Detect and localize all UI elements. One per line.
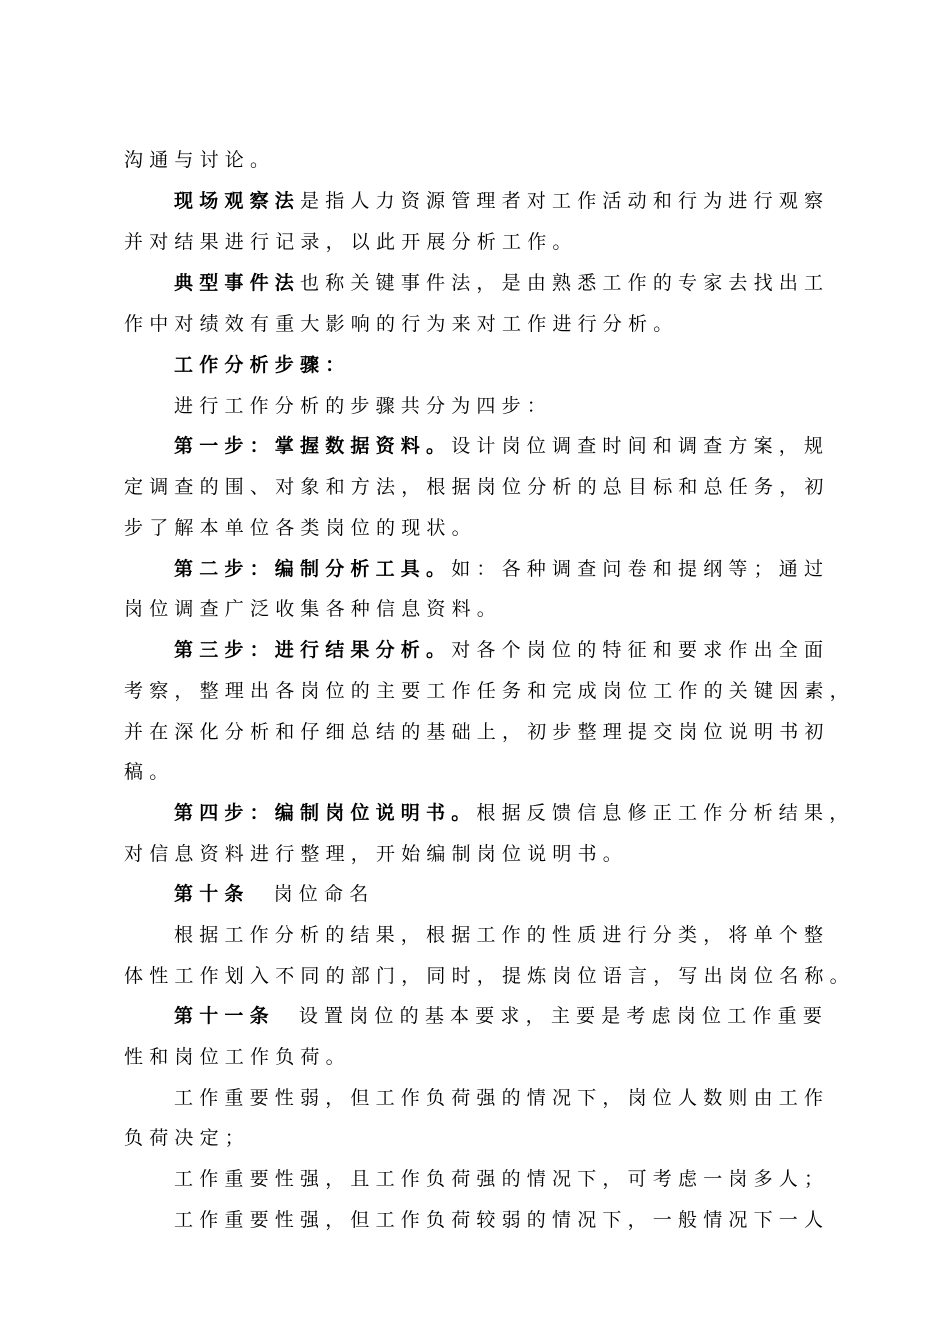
body-text: 岗位命名	[273, 883, 375, 905]
paragraph-line	[124, 597, 844, 621]
paragraph-line	[124, 312, 844, 336]
paragraph-line	[174, 638, 894, 662]
paragraph-line	[174, 271, 894, 295]
paragraph-line	[174, 1086, 894, 1110]
section-heading	[174, 353, 894, 377]
body-text: 并在深化分析和仔细总结的基础上，初步整理提交岗位说明书初	[124, 721, 830, 743]
paragraph-line	[124, 842, 844, 866]
body-text: 是指人力资源管理者对工作活动和行为进行观察	[300, 190, 830, 212]
body-text: 如：各种调查问卷和提纲等；通过	[451, 558, 830, 580]
body-text: 设计岗位调查时间和调查方案，规	[451, 435, 830, 457]
body-text: 岗位调查广泛收集各种信息资料。	[124, 598, 503, 620]
paragraph-line	[124, 679, 855, 703]
body-text: 性和岗位工作负荷。	[124, 1046, 351, 1068]
paragraph-line	[124, 1126, 844, 1150]
body-text: 沟通与讨论。	[124, 149, 276, 171]
body-text: 设置岗位的基本要求，主要是考虑岗位工作重要	[298, 1005, 829, 1027]
paragraph-line	[174, 1208, 894, 1232]
step-title-bold: 第一步：掌握数据资料。	[174, 435, 452, 457]
body-text: 考察，整理出各岗位的主要工作任务和完成岗位工作的关键因素，	[124, 680, 855, 702]
step-title-bold: 第二步：编制分析工具。	[174, 558, 452, 580]
step-title-bold: 第四步：编制岗位说明书。	[174, 802, 477, 824]
body-text: 对信息资料进行整理，开始编制岗位说明书。	[124, 843, 629, 865]
body-text: 负荷决定；	[124, 1127, 251, 1149]
body-text: 定调查的围、对象和方法，根据岗位分析的总目标和总任务，初	[124, 476, 830, 498]
paragraph-line	[174, 801, 894, 825]
heading-bold: 工作分析步骤：	[174, 354, 351, 376]
body-text: 并对结果进行记录，以此开展分析工作。	[124, 231, 578, 253]
body-text: 根据工作分析的结果，根据工作的性质进行分类，将单个整	[174, 924, 830, 946]
paragraph-line	[124, 230, 844, 254]
paragraph-line	[124, 148, 844, 172]
article-heading	[174, 1004, 894, 1028]
paragraph-line	[174, 557, 894, 581]
body-text: 工作重要性弱，但工作负荷强的情况下，岗位人数则由工作	[174, 1087, 830, 1109]
article-number-bold: 第十条	[174, 883, 250, 905]
paragraph-line	[124, 1045, 844, 1069]
paragraph-line	[174, 1167, 894, 1191]
term-bold: 典型事件法	[174, 272, 301, 294]
term-bold: 现场观察法	[174, 190, 301, 212]
paragraph-line	[174, 923, 894, 947]
paragraph-line	[124, 720, 844, 744]
body-text: 根据反馈信息修正工作分析结果，	[476, 802, 855, 824]
body-text: 进行工作分析的步骤共分为四步：	[174, 395, 553, 417]
body-text: 工作重要性强，且工作负荷强的情况下，可考虑一岗多人；	[174, 1168, 830, 1190]
body-text: 步了解本单位各类岗位的现状。	[124, 517, 477, 539]
body-text: 稿。	[124, 761, 175, 783]
article-heading	[174, 882, 894, 906]
body-text: 工作重要性强，但工作负荷较弱的情况下，一般情况下一人	[174, 1209, 830, 1231]
paragraph-line	[174, 189, 894, 213]
paragraph-line	[124, 475, 844, 499]
body-text: 也称关键事件法，是由熟悉工作的专家去找出工	[300, 272, 830, 294]
step-title-bold: 第三步：进行结果分析。	[174, 639, 452, 661]
body-text: 作中对绩效有重大影响的行为来对工作进行分析。	[124, 313, 679, 335]
body-text: 对各个岗位的特征和要求作出全面	[451, 639, 830, 661]
paragraph-line	[174, 434, 894, 458]
paragraph-line	[174, 394, 894, 418]
paragraph-line	[124, 516, 844, 540]
paragraph-line	[124, 760, 844, 784]
article-number-bold: 第十一条	[174, 1005, 275, 1027]
paragraph-line	[124, 964, 855, 988]
body-text: 体性工作划入不同的部门，同时，提炼岗位语言，写出岗位名称。	[124, 965, 855, 987]
